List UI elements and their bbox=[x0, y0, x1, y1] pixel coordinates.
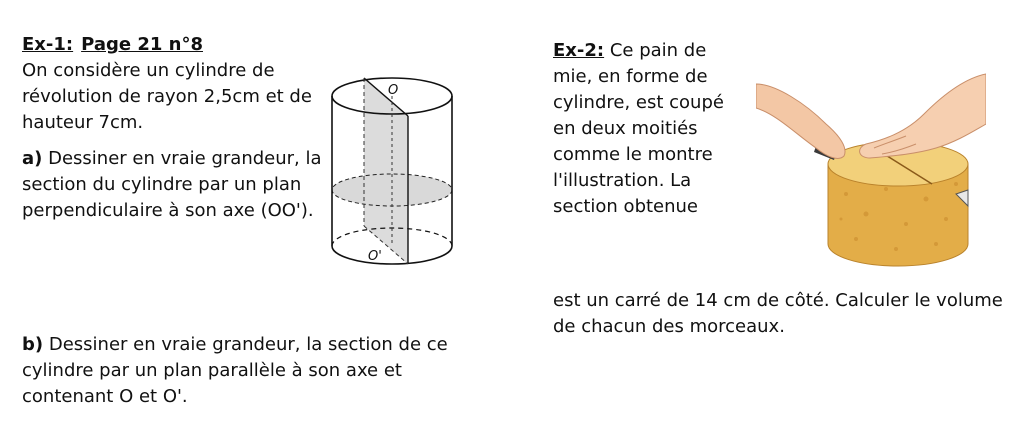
question-a-text: Dessiner en vraie grandeur, la section du cylindre par un plan perpendiculaire à son axe (OO'). bbox=[22, 148, 322, 221]
axial-section-shading bbox=[364, 78, 408, 264]
exercise-1-question-a bbox=[22, 146, 322, 224]
exercise-2-text-column: Ce pain de mie, en forme de cylindre, est coupé en deux moitiés comme le montre l'illustration. La section obtenue bbox=[553, 40, 724, 217]
exercise-1-label: Ex-1: bbox=[22, 34, 74, 55]
cylinder-figure bbox=[322, 66, 462, 276]
bread-cut-photo bbox=[756, 44, 986, 270]
exercise-2-text-continued: est un carré de 14 cm de côté. Calculer le volume de chacun des morceaux. bbox=[553, 290, 1003, 337]
question-a-label: a) bbox=[22, 148, 43, 169]
exercise-1-title bbox=[22, 32, 322, 58]
label-o: O bbox=[388, 83, 399, 98]
question-b-label: b) bbox=[22, 334, 44, 355]
exercise-1-question-b bbox=[22, 332, 452, 410]
exercise-1 bbox=[22, 32, 322, 224]
label-o-prime: O' bbox=[368, 249, 382, 264]
left-hand bbox=[756, 84, 845, 158]
right-hand bbox=[860, 74, 986, 158]
horizontal-section-ellipse bbox=[332, 174, 452, 206]
question-b-text: Dessiner en vraie grandeur, la section de ce cylindre par un plan parallèle à son axe et contenant O et O'. bbox=[22, 334, 448, 407]
exercise-1-page-ref: Page 21 n°8 bbox=[81, 34, 203, 55]
exercise-2 bbox=[553, 38, 743, 220]
exercise-2-label: Ex-2: bbox=[553, 40, 605, 61]
exercise-1-intro: On considère un cylindre de révolution de rayon 2,5cm et de hauteur 7cm. bbox=[22, 60, 312, 133]
